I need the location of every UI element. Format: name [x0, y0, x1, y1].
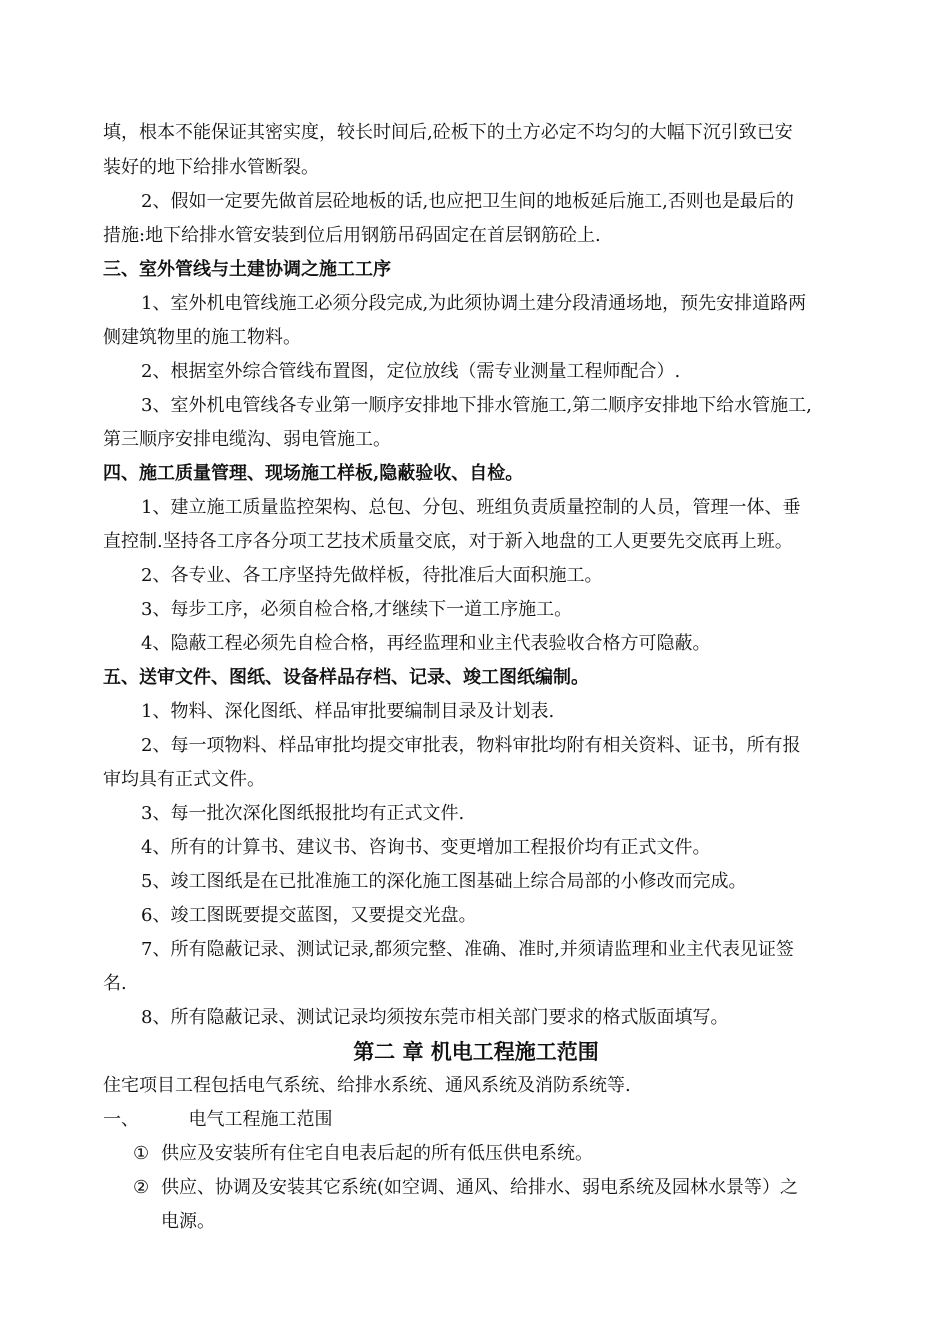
chapter-intro: 住宅项目工程包括电气系统、给排水系统、通风系统及消防系统等. — [103, 1075, 631, 1096]
list-item-continued: 直控制.坚持各工序各分项工艺技术质量交底，对于新入地盘的工人更要先交底再上班。 — [103, 531, 793, 552]
paragraph-line: 2、假如一定要先做首层砼地板的话,也应把卫生间的地板延后施工,否则也是最后的 — [141, 191, 794, 212]
paragraph-line: 装好的地下给排水管断裂。 — [103, 157, 319, 178]
paragraph-line: 措施:地下给排水管安装到位后用钢筋吊码固定在首层钢筋砼上. — [103, 225, 601, 246]
list-item: 8、所有隐蔽记录、测试记录均须按东莞市相关部门要求的格式版面填写。 — [141, 1007, 729, 1028]
list-item-text: 供应、协调及安装其它系统(如空调、通风、给排水、弱电系统及园林水景等）之 — [161, 1177, 799, 1198]
list-item: 7、所有隐蔽记录、测试记录,都须完整、准确、准时,并须请监理和业主代表见证签 — [141, 939, 794, 960]
circled-number-marker: ① — [133, 1143, 150, 1164]
circled-number-marker: ② — [133, 1177, 150, 1198]
list-item: 5、竣工图纸是在已批准施工的深化施工图基础上综合局部的小修改而完成。 — [141, 871, 747, 892]
list-item: 2、根据室外综合管线布置图，定位放线（需专业测量工程师配合）. — [141, 361, 681, 382]
list-item: 3、每一批次深化图纸报批均有正式文件. — [141, 803, 465, 824]
list-item-continued: 第三顺序安排电缆沟、弱电管施工。 — [103, 429, 391, 450]
list-item: 2、各专业、各工序坚持先做样板，待批准后大面积施工。 — [141, 565, 603, 586]
list-item-continued: 审均具有正式文件。 — [103, 769, 265, 790]
section-heading: 五、送审文件、图纸、设备样品存档、记录、竣工图纸编制。 — [103, 667, 589, 688]
list-item: 3、每步工序，必须自检合格,才继续下一道工序施工。 — [141, 599, 573, 620]
subsection-number: 一、 — [103, 1109, 139, 1130]
section-heading: 四、施工质量管理、现场施工样板,隐蔽验收、自检。 — [103, 463, 524, 484]
list-item: 4、隐蔽工程必须先自检合格，再经监理和业主代表验收合格方可隐蔽。 — [141, 633, 711, 654]
numbered-list-item — [103, 1176, 879, 1200]
paragraph-line: 填，根本不能保证其密实度，较长时间后,砼板下的土方必定不均匀的大幅下沉引致已安 — [103, 122, 793, 143]
list-item: 1、室外机电管线施工必须分段完成,为此须协调土建分段清通场地，预先安排道路两 — [141, 293, 807, 314]
list-item: 2、每一项物料、样品审批均提交审批表，物料审批均附有相关资料、证书，所有报 — [141, 735, 801, 756]
list-item: 6、竣工图既要提交蓝图，又要提交光盘。 — [141, 905, 477, 926]
list-item-continued: 名. — [103, 973, 127, 994]
subsection-heading — [103, 1108, 849, 1132]
list-item-continued: 侧建筑物里的施工物料。 — [103, 327, 301, 348]
list-item: 4、所有的计算书、建议书、咨询书、变更增加工程报价均有正式文件。 — [141, 837, 711, 858]
list-item-text: 供应及安装所有住宅自电表后起的所有低压供电系统。 — [161, 1143, 593, 1164]
list-item: 1、建立施工质量监控架构、总包、分包、班组负责质量控制的人员，管理一体、垂 — [141, 497, 801, 518]
list-item-continued: 电源。 — [161, 1211, 215, 1232]
numbered-list-item — [103, 1142, 879, 1166]
subsection-title: 电气工程施工范围 — [188, 1109, 333, 1130]
chapter-title: 第二 章 机电工程施工范围 — [353, 1039, 599, 1064]
list-item: 3、室外机电管线各专业第一顺序安排地下排水管施工,第二顺序安排地下给水管施工, — [141, 395, 812, 416]
list-item: 1、物料、深化图纸、样品审批要编制目录及计划表. — [141, 701, 555, 722]
section-heading: 三、室外管线与土建协调之施工工序 — [103, 259, 391, 280]
